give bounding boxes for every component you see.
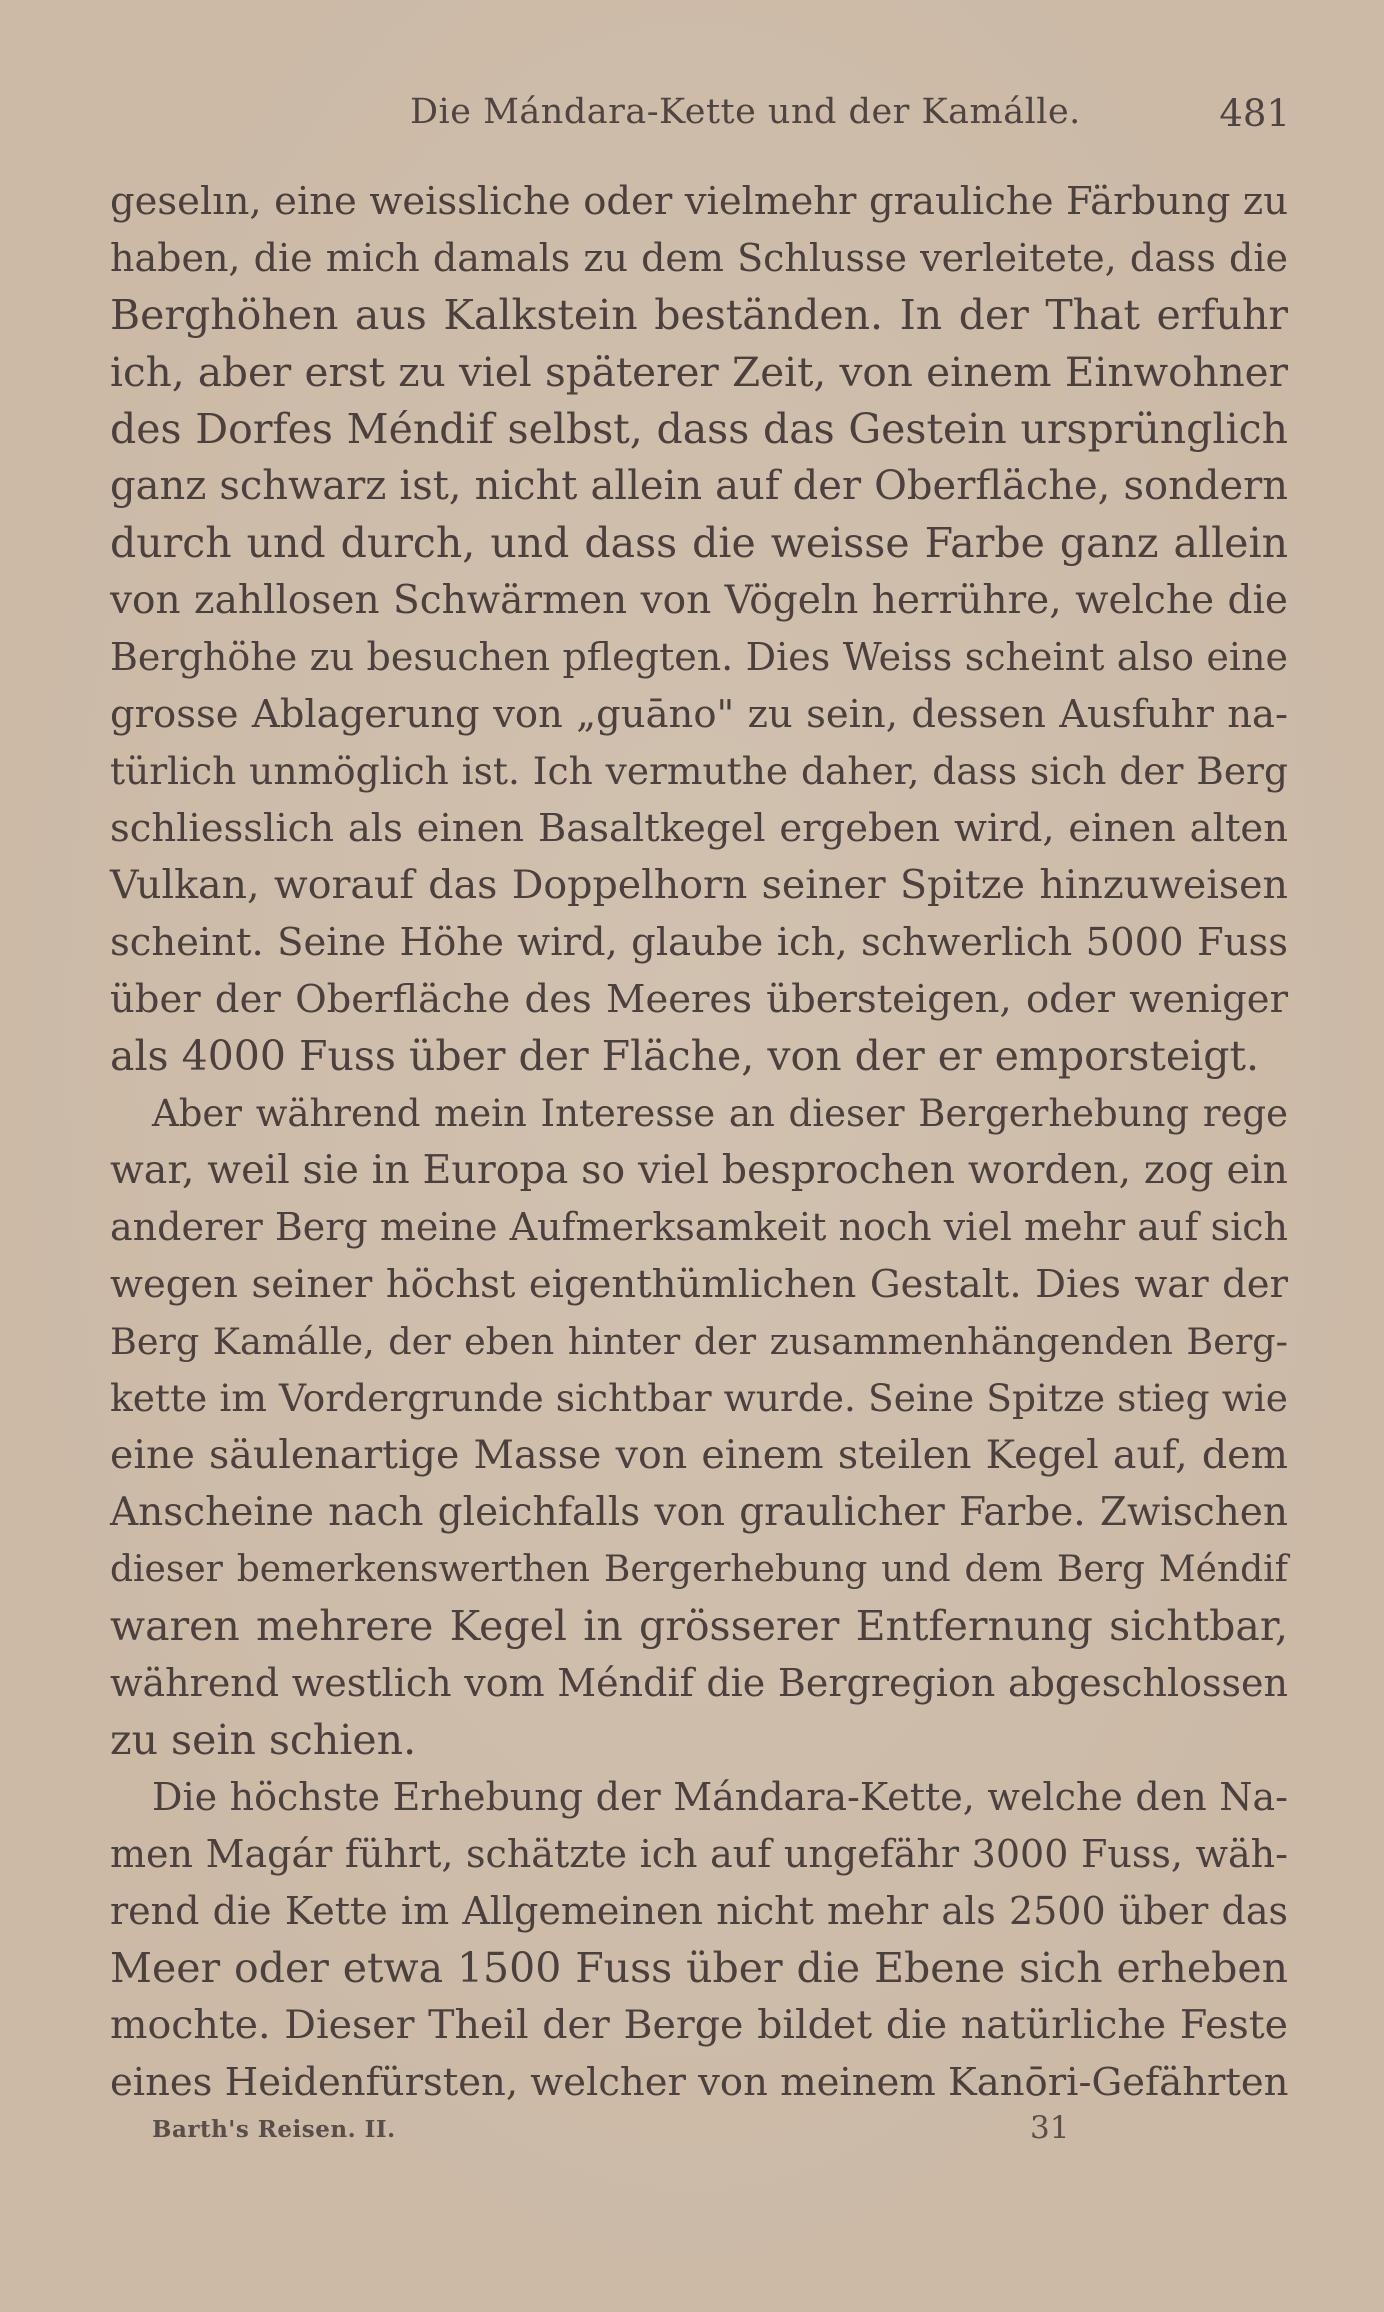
text-line: des Dorfes Méndif selbst, dass das Gestein ursprünglich — [110, 405, 1288, 453]
paragraph-2 — [110, 1085, 1288, 1769]
text-line: grosse Ablagerung von „guāno" zu sein, dessen Ausfuhr na- — [110, 692, 1288, 737]
text-line: geselın, eine weissliche oder vielmehr grauliche Färbung zu — [110, 179, 1288, 224]
text-line: dieser bemerkenswerthen Bergerhebung und dem Berg Méndif — [110, 1549, 1288, 1590]
text-line: eines Heidenfürsten, welcher von meinem Kanōri-Gefährten — [110, 2060, 1289, 2105]
body-text — [110, 173, 1288, 2111]
sheet-number: 31 — [1030, 2110, 1070, 2146]
text-line: als 4000 Fuss über der Fläche, von der er emporsteigt. — [110, 1032, 1260, 1080]
paragraph-1 — [110, 173, 1288, 1085]
text-line: während westlich vom Méndif die Bergregion abgeschlossen — [110, 1661, 1288, 1705]
text-line: Meer oder etwa 1500 Fuss über die Ebene sich erheben — [110, 1944, 1288, 1992]
text-line: kette im Vordergrunde sichtbar wurde. Seine Spitze stieg wie — [110, 1376, 1288, 1420]
text-line: Die höchste Erhebung der Mándara-Kette, welche den Na- — [152, 1775, 1288, 1819]
text-line: durch und durch, und dass die weisse Farbe ganz allein — [110, 519, 1288, 567]
text-line: wegen seiner höchst eigenthümlichen Gestalt. Dies war der — [110, 1262, 1288, 1307]
text-line: anderer Berg meine Aufmerksamkeit noch viel mehr auf sich — [110, 1205, 1288, 1249]
text-line: rend die Kette im Allgemeinen nicht mehr als 2500 über das — [110, 1889, 1288, 1933]
text-line: waren mehrere Kegel in grösserer Entfernung sichtbar, — [110, 1602, 1288, 1650]
text-line: ganz schwarz ist, nicht allein auf der Oberfläche, sondern — [110, 463, 1288, 509]
running-title: Die Mándara-Kette und der Kamálle. — [410, 92, 1081, 132]
text-line: Vulkan, worauf das Doppelhorn seiner Spitze hinzuweisen — [110, 862, 1288, 908]
text-line: scheint. Seine Höhe wird, glaube ich, schwerlich 5000 Fuss — [110, 920, 1288, 965]
page-footer — [152, 2110, 1072, 2150]
text-line: zu sein schien. — [110, 1716, 417, 1764]
text-line: Anscheine nach gleichfalls von graulicher Farbe. Zwischen — [110, 1490, 1288, 1535]
text-line: eine säulenartige Masse von einem steilen Kegel auf, dem — [110, 1432, 1288, 1478]
text-line: Berghöhen aus Kalkstein beständen. In der That erfuhr — [110, 291, 1288, 339]
text-line: schliesslich als einen Basaltkegel ergeben wird, einen alten — [110, 806, 1288, 851]
paragraph-3 — [110, 1769, 1288, 2111]
text-line: Aber während mein Interesse an dieser Bergerhebung rege — [152, 1092, 1288, 1135]
page-number: 481 — [1219, 92, 1290, 135]
printer-signature: Barth's Reisen. II. — [152, 2116, 396, 2143]
text-line: von zahllosen Schwärmen von Vögeln herrühre, welche die — [110, 578, 1288, 623]
text-line: Berghöhe zu besuchen pflegten. Dies Weiss scheint also eine — [110, 635, 1288, 679]
text-line: war, weil sie in Europa so viel besprochen worden, zog ein — [110, 1147, 1288, 1193]
text-line: ich, aber erst zu viel späterer Zeit, von einem Einwohner — [110, 348, 1288, 396]
text-line: mochte. Dieser Theil der Berge bildet die natürliche Feste — [110, 2002, 1288, 2048]
text-line: türlich unmöglich ist. Ich vermuthe daher, dass sich der Berg — [110, 749, 1288, 793]
text-line: haben, die mich damals zu dem Schlusse verleitete, dass die — [110, 236, 1288, 280]
text-line: über der Oberfläche des Meeres übersteigen, oder weniger — [110, 977, 1288, 1022]
running-head — [110, 92, 1290, 140]
text-line: Berg Kamálle, der eben hinter der zusammenhängenden Berg- — [110, 1320, 1288, 1363]
text-line: men Magár führt, schätzte ich auf ungefähr 3000 Fuss, wäh- — [110, 1832, 1288, 1876]
